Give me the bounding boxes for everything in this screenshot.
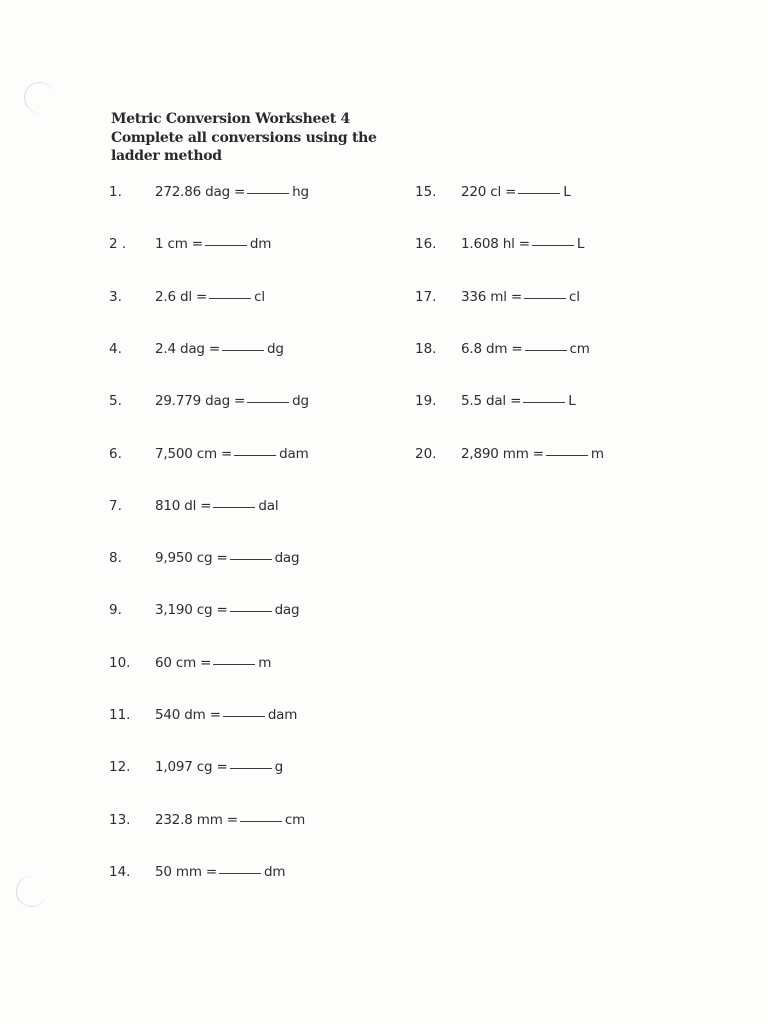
problem-expression (461, 289, 580, 305)
problem-number: 1. (109, 184, 122, 200)
target-unit: cm (569, 340, 590, 357)
problem-expression (155, 236, 271, 252)
title-line: ladder method (111, 148, 222, 164)
equals-sign: = (510, 393, 522, 410)
answer-blank[interactable] (230, 610, 272, 612)
answer-blank[interactable] (223, 715, 265, 717)
answer-blank[interactable] (518, 192, 560, 194)
equals-sign: = (518, 236, 530, 253)
title-line: Complete all conversions using the (111, 129, 377, 146)
target-unit: L (568, 393, 576, 410)
problem-expression (155, 393, 309, 409)
problem-expression (155, 707, 297, 723)
target-unit: dm (264, 863, 286, 880)
hole-punch-mark (13, 873, 50, 910)
given-quantity: 1 cm (155, 236, 188, 253)
given-quantity: 7,500 cm (155, 445, 217, 462)
problem-number: 6. (109, 445, 122, 462)
given-quantity: 1.608 hl (461, 236, 515, 253)
equals-sign: = (216, 550, 228, 567)
given-quantity: 50 mm (155, 863, 202, 880)
hole-punch-mark (21, 79, 58, 116)
problem-number: 13. (109, 811, 131, 828)
answer-blank[interactable] (247, 401, 289, 403)
problem-expression (155, 289, 265, 305)
problem-number: 12. (109, 759, 131, 776)
equals-sign: = (532, 445, 544, 462)
answer-blank[interactable] (222, 349, 264, 351)
problem-expression (155, 446, 309, 462)
given-quantity: 810 dl (155, 497, 197, 514)
problem-number: 10. (109, 654, 131, 671)
answer-blank[interactable] (230, 767, 272, 769)
problem-expression (155, 184, 309, 200)
equals-sign: = (200, 497, 212, 514)
target-unit: dg (292, 393, 309, 410)
target-unit: cm (284, 811, 306, 828)
problem-number: 14. (109, 863, 131, 880)
problem-expression (155, 864, 285, 880)
target-unit: dal (258, 497, 279, 514)
equals-sign: = (510, 288, 522, 305)
problem-number: 3. (109, 288, 122, 305)
given-quantity: 5.5 dal (461, 393, 506, 410)
problem-expression (155, 341, 284, 357)
given-quantity: 336 ml (461, 288, 507, 305)
target-unit: g (274, 759, 283, 776)
title-line: Metric Conversion Worksheet 4 (111, 111, 350, 127)
answer-blank[interactable] (213, 663, 255, 665)
problem-expression (461, 341, 590, 357)
problem-expression (155, 759, 283, 775)
target-unit: cl (254, 288, 265, 305)
problem-expression (155, 812, 305, 828)
equals-sign: = (200, 654, 212, 671)
problem-number: 7. (109, 497, 122, 514)
problem-expression (461, 236, 584, 252)
equals-sign: = (208, 340, 220, 357)
answer-blank[interactable] (523, 401, 565, 403)
equals-sign: = (195, 288, 208, 305)
target-unit: hg (292, 184, 309, 200)
equals-sign: = (216, 602, 228, 619)
given-quantity: 6.8 dm (461, 340, 508, 357)
given-quantity: 272.86 dag (155, 184, 230, 200)
problem-number: 18. (415, 340, 437, 357)
problem-number: 17. (415, 288, 437, 305)
problem-expression (461, 393, 576, 409)
problem-number: 15. (415, 184, 437, 200)
answer-blank[interactable] (234, 454, 276, 456)
given-quantity: 9,950 cg (155, 550, 213, 567)
given-quantity: 2,890 mm (461, 445, 529, 462)
problem-number: 9. (109, 602, 122, 619)
worksheet-title (111, 110, 377, 166)
given-quantity: 1,097 cg (155, 759, 213, 776)
problem-number: 20. (415, 445, 437, 462)
problem-expression (155, 655, 271, 671)
equals-sign: = (216, 759, 228, 776)
answer-blank[interactable] (546, 454, 588, 456)
given-quantity: 232.8 mm (155, 811, 223, 828)
problem-expression (155, 498, 278, 514)
answer-blank[interactable] (219, 872, 261, 874)
equals-sign: = (205, 863, 217, 880)
given-quantity: 3,190 cg (155, 602, 213, 619)
equals-sign: = (191, 236, 203, 253)
target-unit: L (576, 236, 585, 253)
answer-blank[interactable] (230, 558, 272, 560)
answer-blank[interactable] (205, 244, 247, 246)
target-unit: dm (249, 236, 272, 253)
answer-blank[interactable] (247, 192, 289, 194)
equals-sign: = (234, 184, 246, 200)
problem-expression (461, 446, 604, 462)
problem-expression (155, 550, 299, 566)
given-quantity: 29.779 dag (155, 393, 230, 410)
answer-blank[interactable] (209, 297, 251, 299)
given-quantity: 2.6 dl (155, 288, 192, 305)
problem-number: 4. (109, 340, 122, 357)
problem-number: 16. (415, 236, 437, 253)
equals-sign: = (505, 184, 517, 200)
equals-sign: = (209, 707, 221, 723)
equals-sign: = (226, 811, 238, 828)
equals-sign: = (511, 340, 523, 357)
target-unit: m (258, 654, 272, 671)
target-unit: dam (279, 445, 309, 462)
given-quantity: 2.4 dag (155, 340, 205, 357)
answer-blank[interactable] (524, 297, 566, 299)
problem-number: 2 . (109, 236, 127, 253)
target-unit: dg (267, 340, 284, 357)
answer-blank[interactable] (213, 506, 255, 508)
given-quantity: 60 cm (155, 654, 197, 671)
target-unit: dag (274, 550, 300, 567)
given-quantity: 540 dm (155, 707, 206, 723)
target-unit: dag (274, 602, 300, 619)
answer-blank[interactable] (525, 349, 567, 351)
target-unit: m (590, 445, 604, 462)
problem-number: 11. (109, 707, 131, 723)
problem-expression (155, 602, 299, 618)
problem-number: 19. (415, 393, 437, 410)
target-unit: dam (267, 707, 298, 723)
answer-blank[interactable] (532, 244, 574, 246)
target-unit: cl (568, 288, 580, 305)
problem-number: 5. (109, 393, 122, 410)
problem-number: 8. (109, 550, 122, 567)
equals-sign: = (221, 445, 233, 462)
equals-sign: = (234, 393, 246, 410)
given-quantity: 220 cl (461, 184, 502, 200)
problem-expression (461, 184, 571, 200)
target-unit: L (563, 184, 571, 200)
answer-blank[interactable] (240, 820, 282, 822)
